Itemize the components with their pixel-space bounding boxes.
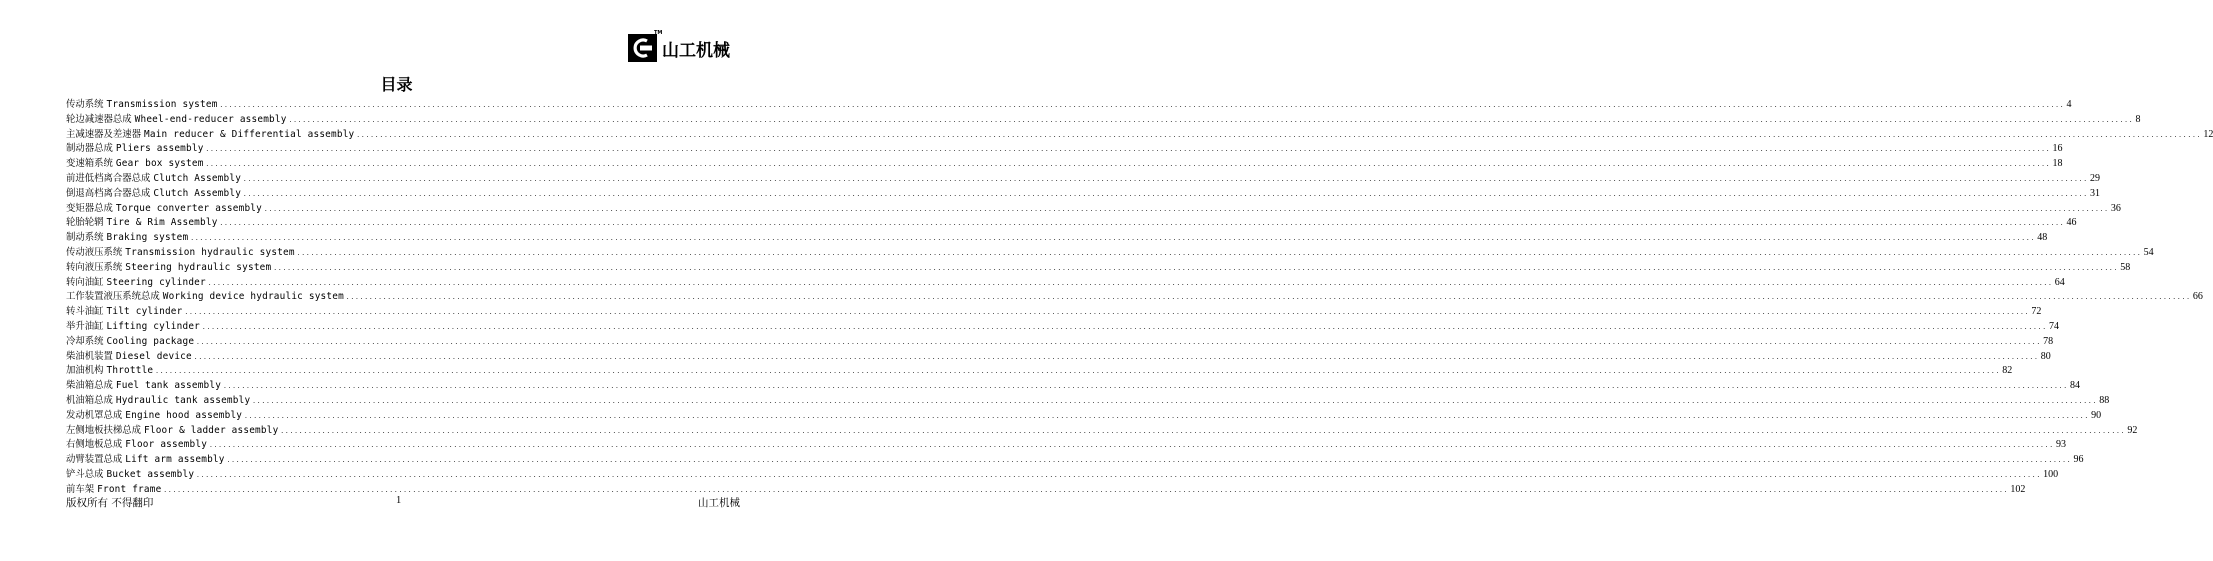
toc-entry[interactable] <box>66 288 2203 303</box>
toc-entry-title <box>66 318 200 332</box>
toc-dot-leader: ................................................................................................................................................................................................................................................................................................................................................................................................................ <box>243 175 2088 183</box>
toc-entry-page-number: 72 <box>2031 306 2042 318</box>
toc-entry-page-number: 46 <box>2066 217 2077 229</box>
toc-entry-title <box>66 333 194 347</box>
toc-entry-title <box>66 185 241 199</box>
toc-entry-title <box>66 170 241 184</box>
toc-dot-leader: ................................................................................................................................................................................................................................................................................................................................................................................................................ <box>155 368 2001 376</box>
toc-entry[interactable] <box>66 333 2054 348</box>
toc-entry-english-title: Engine hood assembly <box>125 409 243 421</box>
trademark-symbol: TM <box>654 30 663 36</box>
toc-entry[interactable] <box>66 407 2102 422</box>
toc-entry-chinese-title: 前车架 <box>66 483 95 495</box>
toc-entry-english-title: Wheel-end-reducer assembly <box>134 113 287 125</box>
toc-entry-english-title: Floor & ladder assembly <box>144 424 279 436</box>
toc-entry-title <box>66 481 161 495</box>
toc-entry-english-title: Gear box system <box>115 158 204 170</box>
toc-entry[interactable] <box>66 229 2048 244</box>
toc-entry[interactable] <box>66 274 2065 289</box>
toc-entry-page-number: 92 <box>2127 424 2138 436</box>
toc-entry-title <box>66 214 218 228</box>
toc-entry-english-title: Throttle <box>106 365 154 377</box>
toc-entry[interactable] <box>66 200 2121 215</box>
toc-entry-title <box>66 303 182 317</box>
toc-entry-chinese-title: 转斗油缸 <box>66 306 104 318</box>
sdlg-logo-icon <box>628 30 663 62</box>
toc-entry-page-number: 93 <box>2056 439 2066 451</box>
toc-dot-leader: ................................................................................................................................................................................................................................................................................................................................................................................................................ <box>280 427 2126 435</box>
copyright-notice: 版权所有 不得翻印 <box>66 497 154 509</box>
toc-entry-page-number: 48 <box>2037 232 2048 244</box>
toc-entry-english-title: Steering hydraulic system <box>125 261 272 273</box>
toc-entry-english-title: Front frame <box>97 483 162 495</box>
toc-entry-title <box>66 288 344 302</box>
toc-entry-title <box>66 466 194 480</box>
toc-entry-page-number: 96 <box>2073 454 2084 466</box>
toc-dot-leader: ................................................................................................................................................................................................................................................................................................................................................................................................................ <box>223 383 2068 391</box>
toc-entry[interactable] <box>66 111 2141 126</box>
toc-dot-leader: ................................................................................................................................................................................................................................................................................................................................................................................................................ <box>205 161 2051 169</box>
toc-entry-page-number: 18 <box>2052 158 2063 170</box>
toc-entry-title <box>66 140 204 154</box>
toc-entry-page-number: 16 <box>2052 143 2063 155</box>
toc-entry-chinese-title: 轮胎轮辋 <box>66 217 104 229</box>
toc-entry-page-number: 74 <box>2048 320 2059 332</box>
toc-entry[interactable] <box>66 348 2051 363</box>
toc-entry-title <box>66 126 354 140</box>
toc-dot-leader: ................................................................................................................................................................................................................................................................................................................................................................................................................ <box>345 294 2191 302</box>
toc-entry-title <box>66 229 188 243</box>
toc-entry-page-number: 12 <box>2203 128 2213 140</box>
toc-entry[interactable] <box>66 466 2059 481</box>
toc-entry-chinese-title: 动臂装置总成 <box>66 454 123 466</box>
toc-entry-chinese-title: 倒退高档离合器总成 <box>66 187 151 199</box>
toc-entry[interactable] <box>66 392 2110 407</box>
toc-entry-title <box>66 111 287 125</box>
toc-entry-page-number: 29 <box>2089 172 2100 184</box>
toc-entry-page-number: 80 <box>2040 350 2051 362</box>
toc-entry-english-title: Torque converter assembly <box>115 202 262 214</box>
footer-company-name: 山工机械 <box>698 497 740 509</box>
toc-entry-chinese-title: 转向油缸 <box>66 276 104 288</box>
toc-entry[interactable] <box>66 155 2063 170</box>
toc-entry-english-title: Braking system <box>106 232 189 244</box>
toc-entry-english-title: Lifting cylinder <box>106 320 201 332</box>
toc-entry[interactable] <box>66 170 2100 185</box>
page-number: 1 <box>396 495 402 506</box>
toc-dot-leader: ................................................................................................................................................................................................................................................................................................................................................................................................................ <box>296 249 2142 257</box>
toc-entry-chinese-title: 左侧地板扶梯总成 <box>66 424 142 436</box>
toc-entry[interactable] <box>66 259 2131 274</box>
toc-entry-page-number: 90 <box>2091 409 2102 421</box>
toc-entry[interactable] <box>66 126 2213 141</box>
toc-entry[interactable] <box>66 318 2059 333</box>
toc-entry-english-title: Working device hydraulic system <box>162 291 344 303</box>
toc-entry-page-number: 4 <box>2066 99 2072 110</box>
toc-entry-english-title: Cooling package <box>106 335 195 347</box>
toc-dot-leader: ................................................................................................................................................................................................................................................................................................................................................................................................................ <box>205 146 2051 154</box>
page-title: 目录 <box>380 75 413 94</box>
toc-entry-page-number: 64 <box>2054 276 2065 288</box>
toc-entry-chinese-title: 转向液压系统 <box>66 261 123 273</box>
toc-entry-chinese-title: 发动机罩总成 <box>66 409 123 421</box>
toc-entry-english-title: Floor assembly <box>125 439 208 451</box>
toc-entry-english-title: Tire & Rim Assembly <box>106 217 218 229</box>
toc-entry-chinese-title: 轮边减速器总成 <box>66 113 132 125</box>
toc-entry-english-title: Bucket assembly <box>106 468 195 480</box>
toc-entry-chinese-title: 加油机构 <box>66 365 104 377</box>
toc-entry-title <box>66 407 242 421</box>
toc-entry-english-title: Tilt cylinder <box>106 306 183 318</box>
toc-entry-chinese-title: 制动系统 <box>66 232 104 244</box>
toc-dot-leader: ................................................................................................................................................................................................................................................................................................................................................................................................................ <box>252 397 2098 405</box>
toc-entry-chinese-title: 变速箱系统 <box>66 158 113 170</box>
toc-dot-leader: ................................................................................................................................................................................................................................................................................................................................................................................................................ <box>263 205 2109 213</box>
toc-entry-english-title: Transmission hydraulic system <box>125 246 295 258</box>
toc-entry-chinese-title: 铲斗总成 <box>66 468 104 480</box>
toc-entry-title <box>66 200 262 214</box>
toc-dot-leader: ................................................................................................................................................................................................................................................................................................................................................................................................................ <box>193 353 2039 361</box>
toc-entry-title <box>66 244 295 258</box>
toc-entry-title <box>66 362 153 376</box>
toc-entry-page-number: 36 <box>2110 202 2121 214</box>
toc-entry-page-number: 100 <box>2043 468 2059 480</box>
table-of-contents <box>66 96 2213 496</box>
toc-entry[interactable] <box>66 96 2072 111</box>
toc-entry-page-number: 8 <box>2135 113 2141 125</box>
toc-entry-chinese-title: 右侧地板总成 <box>66 439 123 451</box>
toc-dot-leader: ................................................................................................................................................................................................................................................................................................................................................................................................................ <box>273 264 2119 272</box>
toc-dot-leader: ................................................................................................................................................................................................................................................................................................................................................................................................................ <box>244 412 2090 420</box>
toc-entry-chinese-title: 变矩器总成 <box>66 202 113 214</box>
toc-entry-page-number: 84 <box>2070 380 2080 392</box>
toc-entry[interactable] <box>66 481 2026 496</box>
toc-entry-page-number: 66 <box>2192 291 2203 303</box>
toc-entry-english-title: Clutch Assembly <box>153 187 242 199</box>
toc-entry-chinese-title: 传动系统 <box>66 99 104 110</box>
toc-entry-chinese-title: 柴油机装置 <box>66 350 113 362</box>
company-logo <box>628 30 730 62</box>
toc-dot-leader: ................................................................................................................................................................................................................................................................................................................................................................................................................ <box>190 235 2036 243</box>
toc-dot-leader: ................................................................................................................................................................................................................................................................................................................................................................................................................ <box>209 442 2054 450</box>
toc-dot-leader: ................................................................................................................................................................................................................................................................................................................................................................................................................ <box>288 116 2134 124</box>
toc-entry-title <box>66 348 192 362</box>
toc-entry[interactable] <box>66 244 2154 259</box>
toc-entry[interactable] <box>66 422 2138 437</box>
toc-entry-chinese-title: 举升油缸 <box>66 320 104 332</box>
toc-dot-leader: ................................................................................................................................................................................................................................................................................................................................................................................................................ <box>163 486 2009 494</box>
toc-entry-english-title: Main reducer & Differential assembly <box>144 128 355 140</box>
toc-entry[interactable] <box>66 436 2066 451</box>
toc-dot-leader: ................................................................................................................................................................................................................................................................................................................................................................................................................ <box>219 102 2065 109</box>
toc-dot-leader: ................................................................................................................................................................................................................................................................................................................................................................................................................ <box>356 131 2202 139</box>
toc-entry-chinese-title: 主减速器及差速器 <box>66 128 142 140</box>
toc-dot-leader: ................................................................................................................................................................................................................................................................................................................................................................................................................ <box>202 323 2047 331</box>
logo-text: 山工机械 <box>662 40 730 61</box>
toc-dot-leader: ................................................................................................................................................................................................................................................................................................................................................................................................................ <box>184 309 2030 317</box>
toc-dot-leader: ................................................................................................................................................................................................................................................................................................................................................................................................................ <box>196 471 2042 479</box>
toc-entry-title <box>66 377 221 391</box>
toc-entry-english-title: Pliers assembly <box>115 143 204 155</box>
toc-entry-english-title: Diesel device <box>115 350 192 362</box>
toc-entry-page-number: 31 <box>2089 187 2100 199</box>
toc-dot-leader: ................................................................................................................................................................................................................................................................................................................................................................................................................ <box>207 279 2053 287</box>
toc-dot-leader: ................................................................................................................................................................................................................................................................................................................................................................................................................ <box>219 220 2065 228</box>
toc-entry-page-number: 58 <box>2120 261 2131 273</box>
toc-entry[interactable] <box>66 451 2084 466</box>
toc-entry-page-number: 82 <box>2002 365 2013 377</box>
toc-entry-english-title: Lift arm assembly <box>125 454 225 466</box>
toc-entry-title <box>66 155 204 169</box>
toc-entry-chinese-title: 传动液压系统 <box>66 246 123 258</box>
toc-entry-title <box>66 259 271 273</box>
toc-entry-page-number: 102 <box>2010 483 2026 495</box>
toc-entry-title <box>66 96 218 110</box>
toc-entry-english-title: Fuel tank assembly <box>115 380 222 392</box>
toc-entry-chinese-title: 工作装置液压系统总成 <box>66 291 160 303</box>
toc-entry-chinese-title: 柴油箱总成 <box>66 380 113 392</box>
toc-entry-english-title: Steering cylinder <box>106 276 206 288</box>
toc-entry-page-number: 88 <box>2099 394 2110 406</box>
toc-entry-page-number: 78 <box>2043 335 2054 347</box>
toc-entry-chinese-title: 前进低档离合器总成 <box>66 172 151 184</box>
toc-entry[interactable] <box>66 140 2063 155</box>
toc-entry[interactable] <box>66 185 2100 200</box>
toc-entry-chinese-title: 机油箱总成 <box>66 394 113 406</box>
toc-entry-page-number: 54 <box>2143 246 2154 258</box>
toc-entry-title <box>66 436 207 450</box>
toc-entry-english-title: Transmission system <box>106 99 218 110</box>
toc-entry-english-title: Hydraulic tank assembly <box>115 394 251 406</box>
toc-dot-leader: ................................................................................................................................................................................................................................................................................................................................................................................................................ <box>226 457 2072 465</box>
toc-entry[interactable] <box>66 362 2013 377</box>
toc-dot-leader: ................................................................................................................................................................................................................................................................................................................................................................................................................ <box>243 190 2088 198</box>
toc-entry-title <box>66 274 206 288</box>
toc-entry-title <box>66 392 250 406</box>
toc-entry[interactable] <box>66 303 2042 318</box>
toc-entry-english-title: Clutch Assembly <box>153 172 242 184</box>
toc-entry[interactable] <box>66 214 2077 229</box>
toc-entry-chinese-title: 制动器总成 <box>66 143 113 155</box>
toc-entry-title <box>66 422 278 436</box>
toc-dot-leader: ................................................................................................................................................................................................................................................................................................................................................................................................................ <box>196 338 2042 346</box>
toc-entry-chinese-title: 冷却系统 <box>66 335 104 347</box>
toc-entry-title <box>66 451 225 465</box>
toc-entry[interactable] <box>66 377 2080 392</box>
